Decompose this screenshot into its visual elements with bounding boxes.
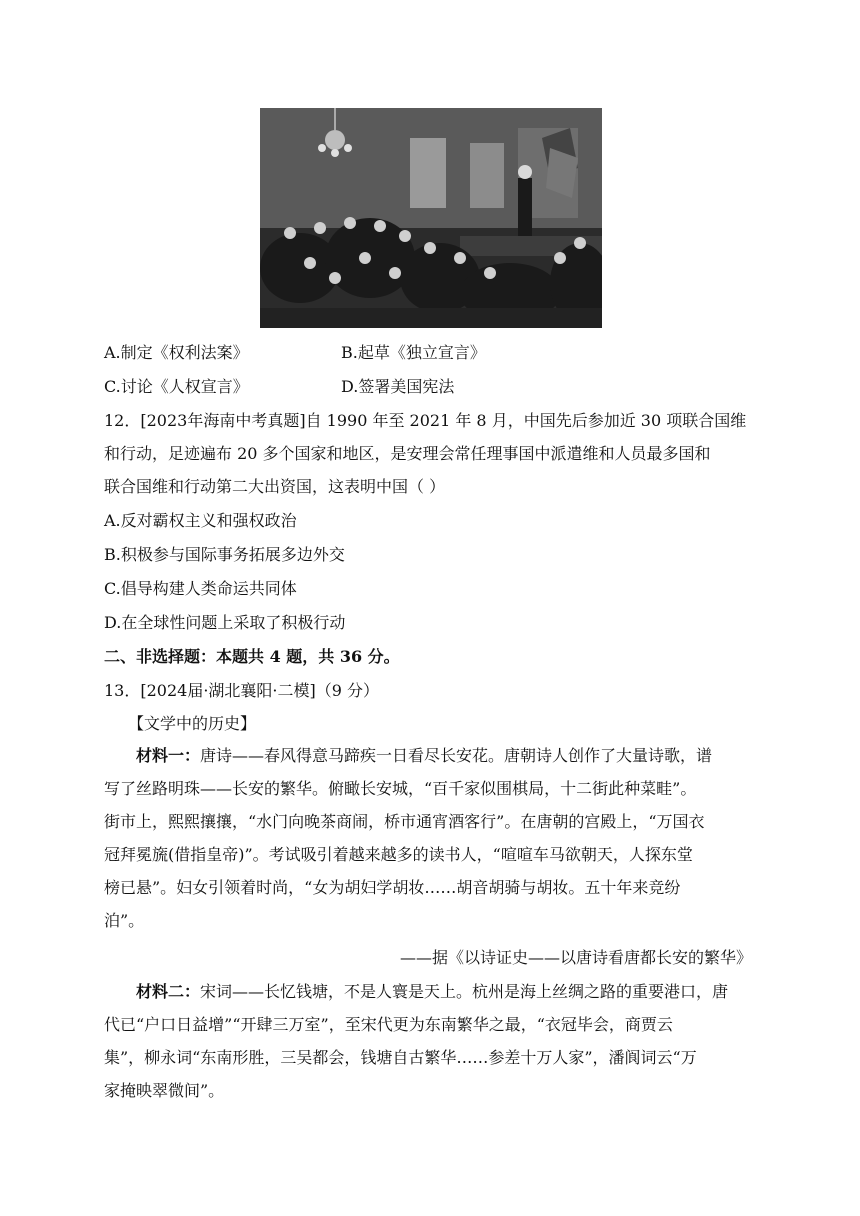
material1-first-line bbox=[136, 746, 712, 766]
material1-line: 写了丝路明珠——长安的繁华。俯瞰长安城，“百千家似围棋局，十二街此种菜畦”。 bbox=[104, 779, 697, 798]
material1-source: ——据《以诗证史——以唐诗看唐都长安的繁华》 bbox=[399, 948, 752, 967]
material1-label: 材料一： bbox=[136, 746, 201, 765]
q11-option-d: D.签署美国宪法 bbox=[341, 377, 455, 396]
q12-stem-line: 12．[2023年海南中考真题]自 1990 年至 2021 年 8 月，中国先后参加近 30 项联合国维 bbox=[104, 411, 747, 430]
material1-line: 冠拜冕旒(借指皇帝)”。考试吸引着越来越多的读书人，“喧喧车马欲朝天，人探东堂 bbox=[104, 845, 693, 864]
material2-first-line bbox=[136, 982, 728, 1002]
q11-option-c: C.讨论《人权宣言》 bbox=[104, 377, 249, 396]
q12-option-d: D.在全球性问题上采取了积极行动 bbox=[104, 613, 346, 632]
historical-painting-figure bbox=[260, 108, 602, 328]
material1-line: 街市上，熙熙攘攘，“水门向晚茶商闹，桥市通宵酒客行”。在唐朝的宫殿上，“万国衣 bbox=[104, 812, 705, 831]
material2-label: 材料二： bbox=[136, 982, 201, 1001]
q11-option-a: A.制定《权利法案》 bbox=[104, 343, 249, 362]
material1-line: 榜已悬”。妇女引领着时尚，“女为胡妇学胡妆……胡音胡骑与胡妆。五十年来竞纷 bbox=[104, 878, 681, 897]
q13-topic: 【文学中的历史】 bbox=[128, 714, 257, 733]
material2-line: 代已“户口日益增”“开肆三万室”，至宋代更为东南繁华之最，“衣冠毕会，商贾云 bbox=[104, 1015, 673, 1034]
material1-line: 泊”。 bbox=[104, 911, 145, 930]
q12-option-a: A.反对霸权主义和强权政治 bbox=[104, 511, 297, 530]
material1-text: 唐诗——春风得意马蹄疾一日看尽长安花。唐朝诗人创作了大量诗歌，谱 bbox=[200, 746, 713, 765]
material2-line: 集”，柳永词“东南形胜，三吴都会，钱塘自古繁华……参差十万人家”，潘阆词云“万 bbox=[104, 1048, 697, 1067]
section-heading: 二、非选择题：本题共 4 题，共 36 分。 bbox=[104, 647, 400, 666]
q12-option-b: B.积极参与国际事务拓展多边外交 bbox=[104, 545, 345, 564]
q12-option-c: C.倡导构建人类命运共同体 bbox=[104, 579, 297, 598]
q13-title: 13．[2024届·湖北襄阳·二模]（9 分） bbox=[104, 681, 380, 700]
painting-icon bbox=[260, 108, 602, 328]
material2-text: 宋词——长忆钱塘，不是人寰是天上。杭州是海上丝绸之路的重要港口，唐 bbox=[200, 982, 729, 1001]
q12-stem-line: 联合国维和行动第二大出资国，这表明中国（ ） bbox=[104, 477, 446, 496]
q12-stem-line: 和行动，足迹遍布 20 多个国家和地区，是安理会常任理事国中派遣维和人员最多国和 bbox=[104, 444, 711, 463]
q11-option-b: B.起草《独立宣言》 bbox=[341, 343, 486, 362]
material2-line: 家掩映翠微间”。 bbox=[104, 1081, 225, 1100]
